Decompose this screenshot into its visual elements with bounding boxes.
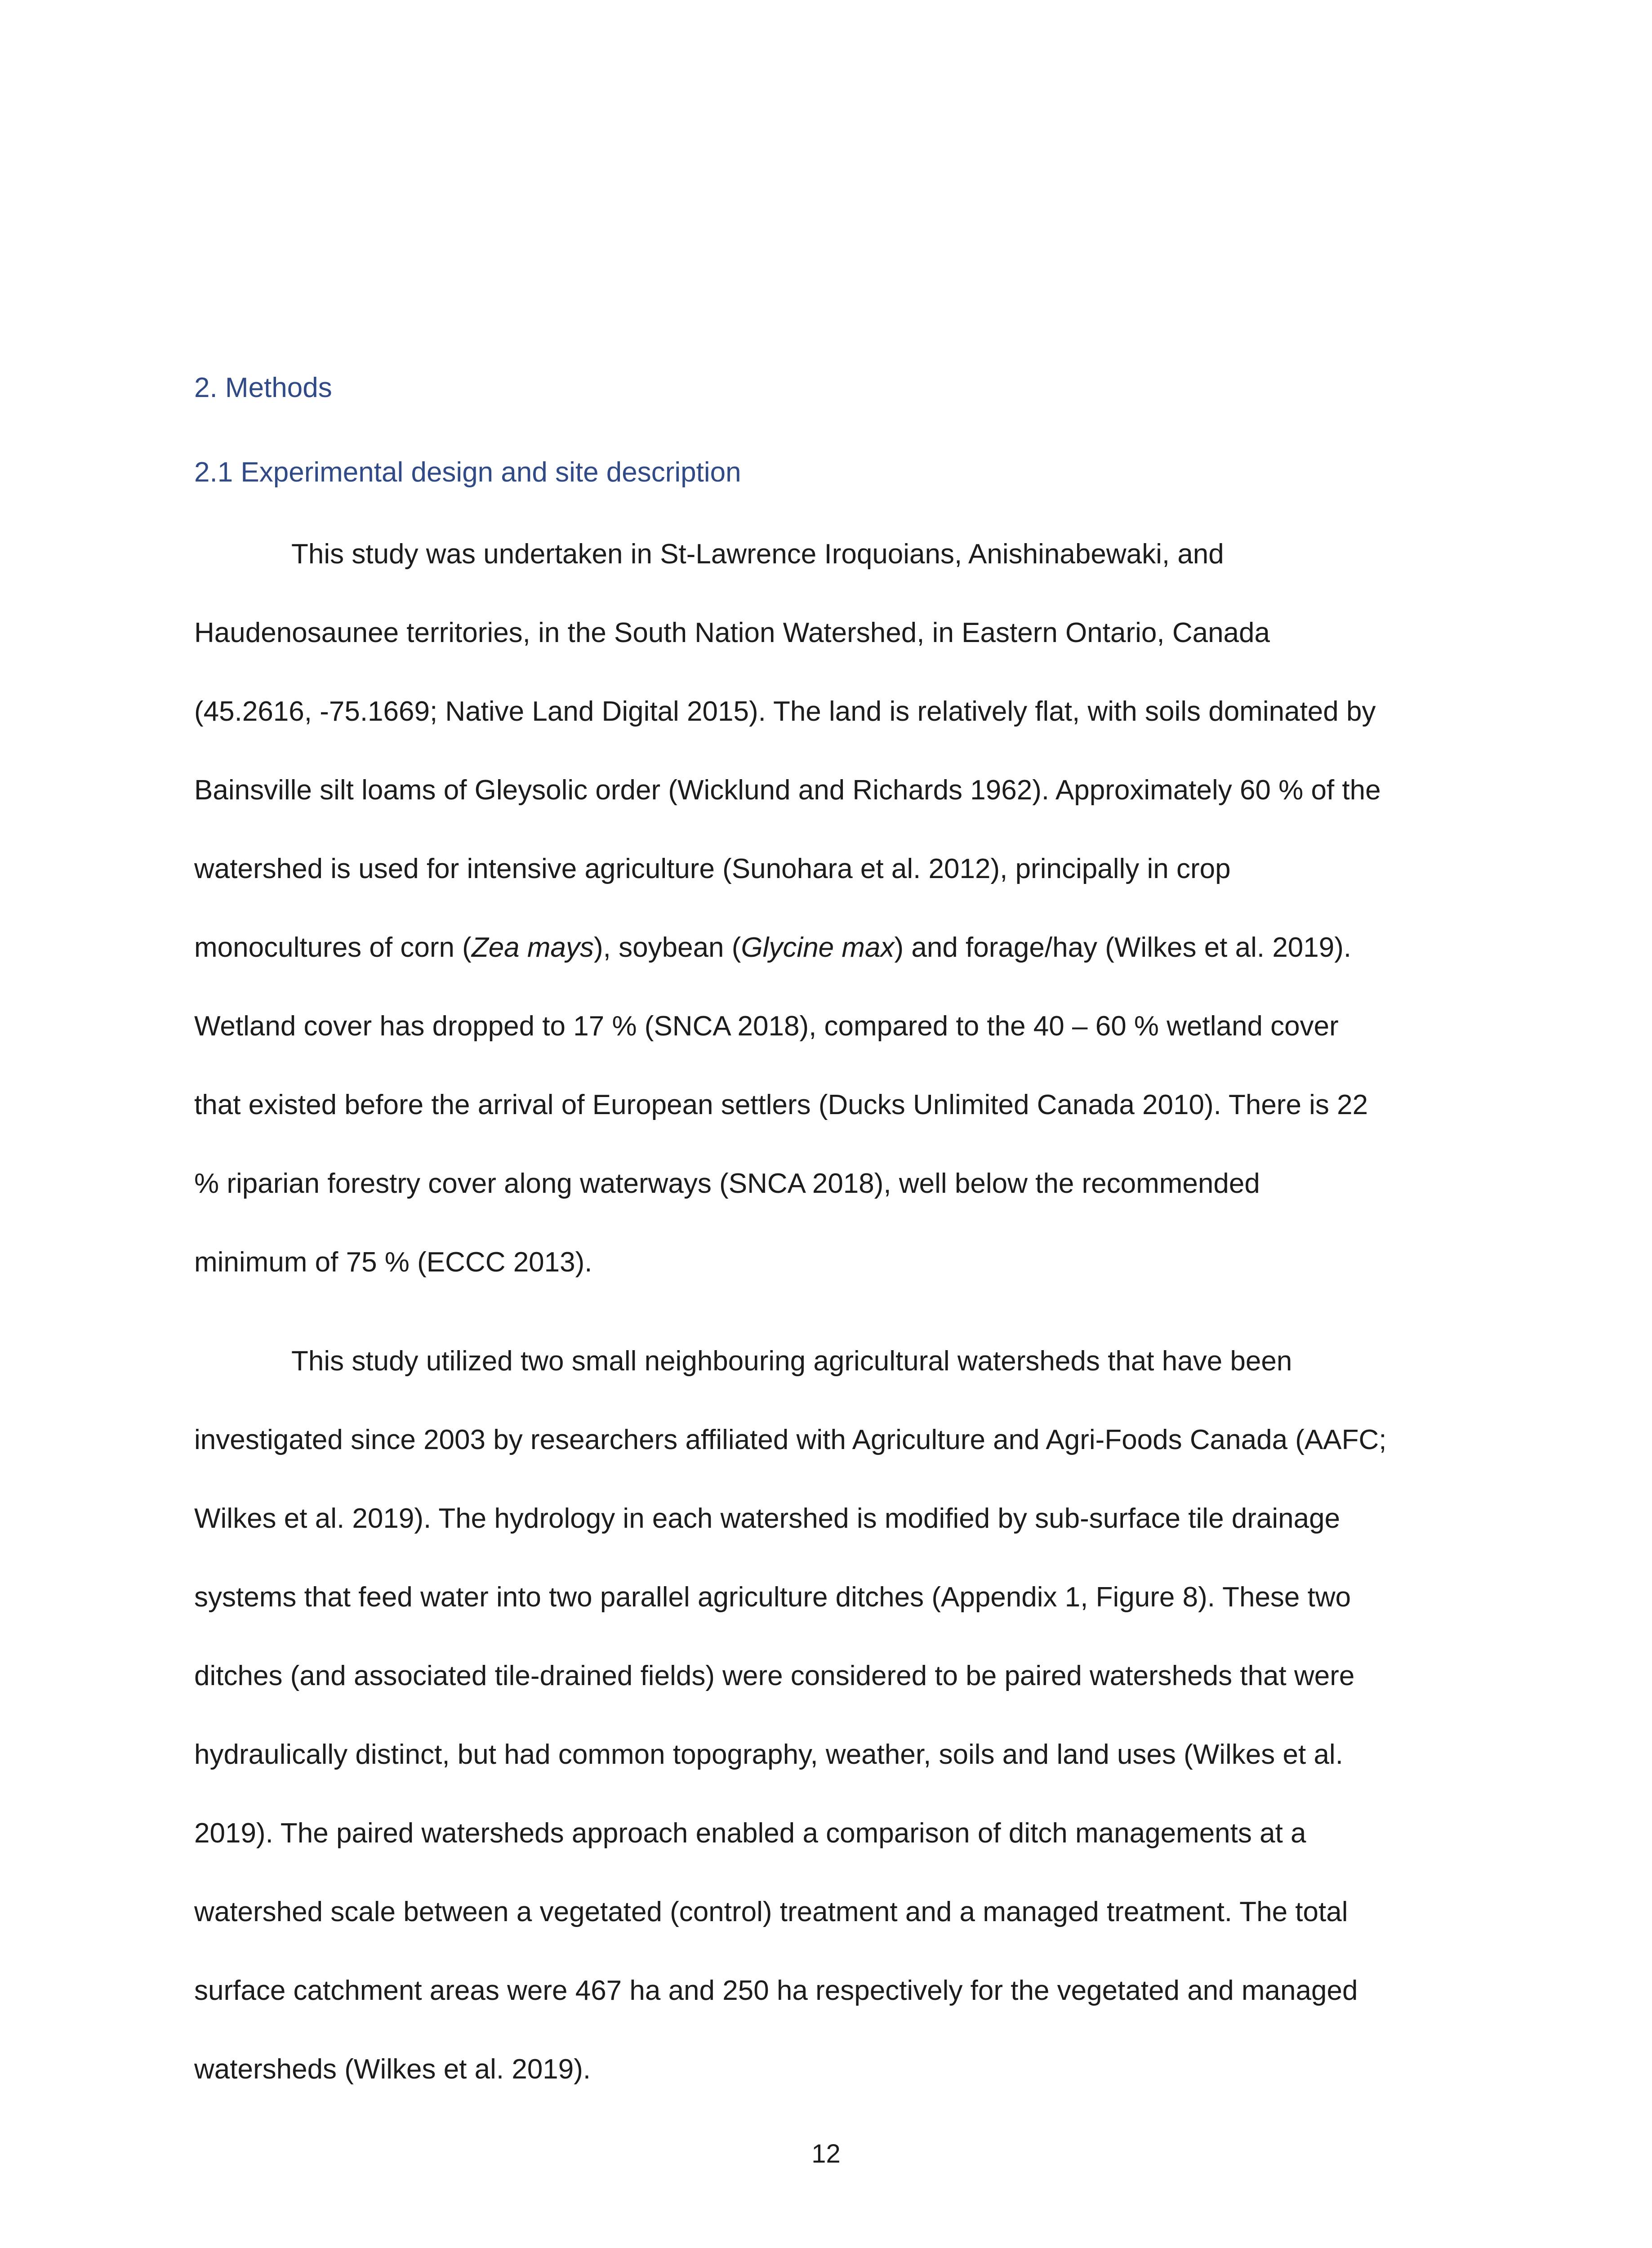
paragraph-line: minimum of 75 % (ECCC 2013). [194, 1247, 592, 1278]
paragraph-line: Bainsville silt loams of Gleysolic order (Wicklund and Richards 1962). Approximately 60 % of the [194, 775, 1381, 806]
paragraph-line: watershed scale between a vegetated (control) treatment and a managed treatment. The total [194, 1896, 1348, 1927]
paragraph-line: ditches (and associated tile-drained fields) were considered to be paired watersheds that were [194, 1660, 1355, 1691]
paragraph-line: investigated since 2003 by researchers affiliated with Agriculture and Agri-Foods Canada (AAFC; [194, 1424, 1387, 1455]
section-heading: 2. Methods [194, 372, 332, 403]
paragraph-line: (45.2616, -75.1669; Native Land Digital 2015). The land is relatively flat, with soils dominated by [194, 696, 1376, 727]
paragraph-line: 2019). The paired watersheds approach enabled a comparison of ditch managements at a [194, 1818, 1306, 1849]
paragraph-line: watersheds (Wilkes et al. 2019). [194, 2054, 591, 2085]
species-name-italic: Zea mays [471, 932, 594, 963]
paragraph-line: hydraulically distinct, but had common topography, weather, soils and land uses (Wilkes et al. [194, 1739, 1343, 1770]
paragraph-line: systems that feed water into two parallel agriculture ditches (Appendix 1, Figure 8). These two [194, 1582, 1351, 1613]
paragraph-line: This study was undertaken in St-Lawrence Iroquoians, Anishinabewaki, and [291, 539, 1224, 570]
page-number: 12 [811, 2139, 841, 2168]
paragraph-line: This study utilized two small neighbouring agricultural watersheds that have been [291, 1346, 1292, 1377]
paragraph-line: surface catchment areas were 467 ha and 250 ha respectively for the vegetated and managed [194, 1975, 1358, 2006]
paragraph-line: % riparian forestry cover along waterways (SNCA 2018), well below the recommended [194, 1168, 1260, 1199]
paragraph-line: Haudenosaunee territories, in the South Nation Watershed, in Eastern Ontario, Canada [194, 617, 1270, 648]
paragraph-line: Wetland cover has dropped to 17 % (SNCA 2018), compared to the 40 – 60 % wetland cover [194, 1011, 1339, 1042]
text-run: ), soybean ( [594, 932, 741, 963]
text-run: ) and forage/hay (Wilkes et al. 2019). [894, 932, 1352, 963]
species-name-italic: Glycine max [741, 932, 895, 963]
paragraph-line: Wilkes et al. 2019). The hydrology in each watershed is modified by sub-surface tile drainage [194, 1503, 1340, 1534]
paragraph-line: watershed is used for intensive agriculture (Sunohara et al. 2012), principally in crop [194, 853, 1231, 884]
subsection-heading: 2.1 Experimental design and site description [194, 457, 741, 488]
paragraph-line [194, 934, 1351, 962]
paragraph-line: that existed before the arrival of European settlers (Ducks Unlimited Canada 2010). There is 22 [194, 1089, 1368, 1120]
text-run: monocultures of corn ( [194, 932, 472, 963]
